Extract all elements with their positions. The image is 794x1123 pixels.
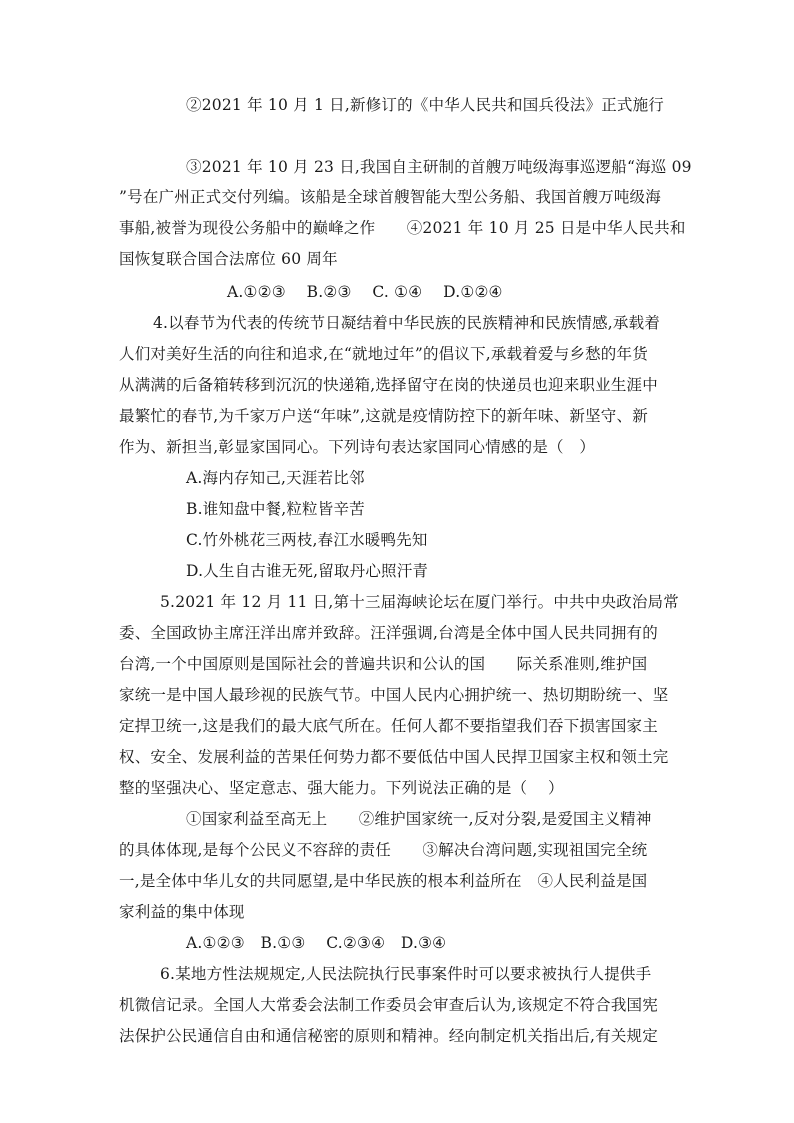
q5-stem-line-6: 权、安全、发展利益的苦果任何势力都不要低估中国人民捍卫国家主权和领土完	[119, 748, 669, 766]
q5-stem-line-3: 台湾,一个中国原则是国际社会的普遍共识和公认的国 际关系准则,维护国	[119, 655, 648, 673]
q5-stem-line-2: 委、全国政协主席汪洋出席并致辞。汪洋强调,台湾是全体中国人民共同拥有的	[119, 624, 658, 642]
q5-answer-choices: A.①②③ B.①③ C.②③④ D.③④	[186, 934, 447, 952]
q5-stem-line-4: 家统一是中国人最珍视的民族气节。中国人民内心拥护统一、热切期盼统一、坚	[119, 686, 669, 704]
q4-stem-line-3: 从满满的后备箱转移到沉沉的快递箱,选择留守在岗的快递员也迎来职业生涯中	[119, 376, 658, 394]
q3-option-2: ②2021 年 10 月 1 日,新修订的《中华人民共和国兵役法》正式施行	[186, 96, 664, 114]
q5-options-line-2: 的具体体现,是每个公民义不容辞的责任 ③解决台湾问题,实现祖国完全统	[119, 841, 648, 859]
q5-options-line-4: 家利益的集中体现	[119, 903, 245, 921]
q6-stem-line-2: 机微信记录。全国人大常委会法制工作委员会审查后认为,该规定不符合我国宪	[119, 996, 658, 1014]
q3-option-3-line-3: 事船,被誉为现役公务船中的巅峰之作 ④2021 年 10 月 25 日是中华人民共和	[119, 219, 686, 237]
q3-option-4-line-2: 国恢复联合国合法席位 60 周年	[119, 250, 338, 268]
q4-option-d: D.人生自古谁无死,留取丹心照汗青	[186, 562, 429, 580]
q5-options-line-3: 一,是全体中华儿女的共同愿望,是中华民族的根本利益所在 ④人民利益是国	[119, 872, 648, 890]
q6-stem-line-1: 6.某地方性法规规定,人民法院执行民事案件时可以要求被执行人提供手	[160, 965, 652, 983]
q4-stem-line-1: 4.以春节为代表的传统节日凝结着中华民族的民族精神和民族情感,承载着	[153, 314, 661, 332]
q4-stem-line-4: 最繁忙的春节,为千家万户送“年味”,这就是疫情防控下的新年味、新坚守、新	[119, 407, 648, 425]
q5-stem-line-5: 定捍卫统一,这是我们的最大底气所在。任何人都不要指望我们吞下损害国家主	[119, 717, 658, 735]
q4-stem-line-5: 作为、新担当,彰显家国同心。下列诗句表达家国同心情感的是（ ）	[119, 438, 596, 456]
q6-stem-line-3: 法保护公民通信自由和通信秘密的原则和精神。经向制定机关指出后,有关规定	[119, 1027, 658, 1045]
q4-option-a: A.海内存知己,天涯若比邻	[186, 469, 365, 487]
q3-option-3-line-1: ③2021 年 10 月 23 日,我国自主研制的首艘万吨级海事巡逻船“海巡 09	[186, 158, 692, 176]
q3-answer-choices: A.①②③ B.②③ C. ①④ D.①②④	[227, 283, 503, 301]
q5-options-line-1: ①国家利益至高无上 ②维护国家统一,反对分裂,是爱国主义精神	[186, 810, 652, 828]
q4-option-b: B.谁知盘中餐,粒粒皆辛苦	[186, 500, 365, 518]
q4-stem-line-2: 人们对美好生活的向往和追求,在“就地过年”的倡议下,承载着爱与乡愁的年货	[119, 345, 648, 363]
q5-stem-line-7: 整的坚强决心、坚定意志、强大能力。下列说法正确的是（ ）	[119, 779, 564, 797]
q5-stem-line-1: 5.2021 年 12 月 11 日,第十三届海峡论坛在厦门举行。中共中央政治局常	[160, 593, 679, 611]
q3-option-3-line-2: ”号在广州正式交付列编。该船是全球首艘智能大型公务船、我国首艘万吨级海	[119, 188, 661, 206]
q4-option-c: C.竹外桃花三两枝,春江水暖鸭先知	[186, 531, 428, 549]
